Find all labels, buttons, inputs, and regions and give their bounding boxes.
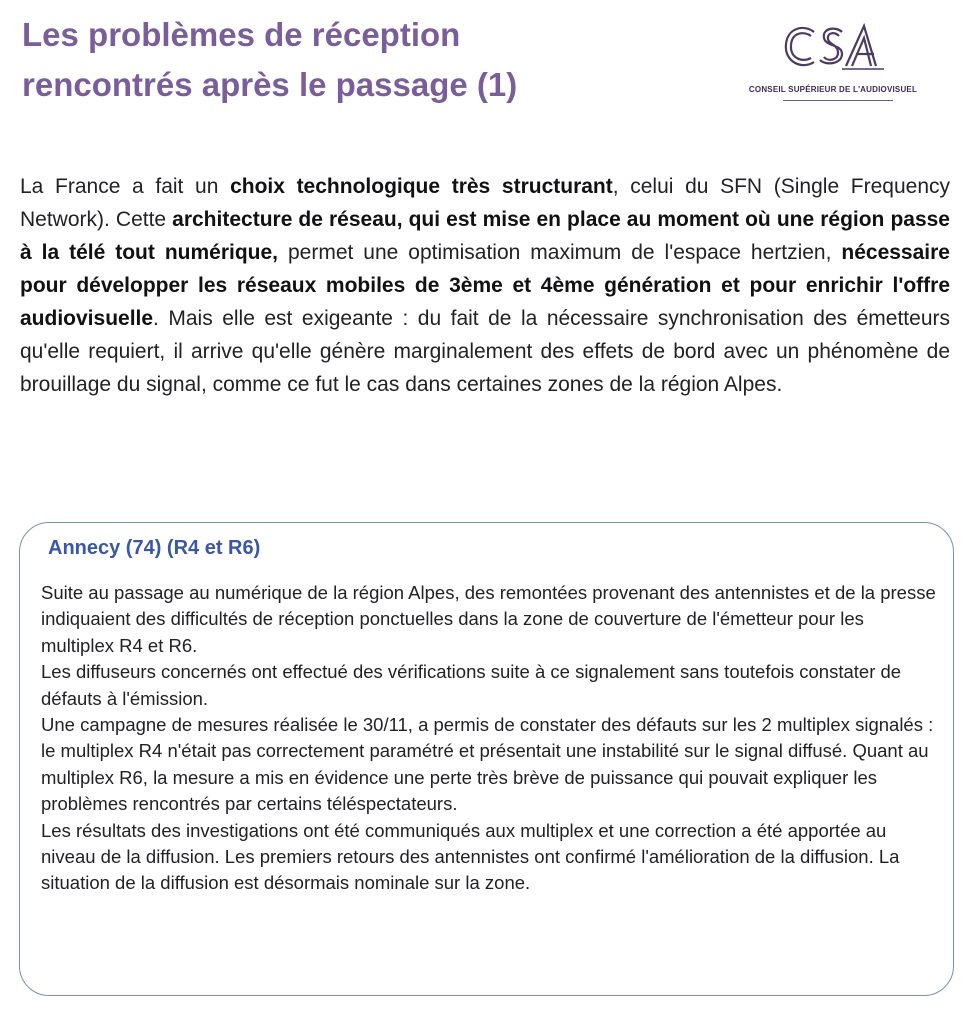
box-paragraph-1: Suite au passage au numérique de la région Alpes, des remontées provenant des antennistes et de la presse indiquaient des difficultés de réception ponctuelles dans la zone de couverture de l'émetteur pour les multiplex R4 et R6.: [41, 582, 936, 656]
page-title-line-1: Les problèmes de réception: [22, 16, 461, 53]
box-body: [41, 580, 936, 897]
csa-logo: [728, 22, 938, 112]
intro-text: . Mais elle est exigeante : du fait de la nécessaire synchronisation des émetteurs qu'elle requiert, il arrive qu'elle génère marginalement des effets de bord avec un phénomène de brouillage du signal, comme ce fut le cas dans certaines zones de la région Alpes.: [20, 307, 950, 396]
page-title: [22, 10, 702, 110]
intro-text: , celui du SFN (Single Frequency Network). Cette: [20, 175, 951, 231]
intro-emphasis: choix technologique très structurant: [230, 175, 613, 198]
intro-paragraph: [20, 170, 950, 401]
box-paragraph-3: Une campagne de mesures réalisée le 30/11, a permis de constater des défauts sur les 2 multiplex signalés : le multiplex R4 n'était pas correctement paramétré et présentait une instabilité sur le signal diffusé. Quant au multiplex R6, la mesure a mis en évidence une perte très brève de puissance qui pouvait expliquer les problèmes rencontrés par certains téléspectateurs.: [41, 714, 934, 815]
box-paragraph-2: Les diffuseurs concernés ont effectué des vérifications suite à ce signalement sans toutefois constater de défauts à l'émission.: [41, 661, 902, 709]
intro-text: permet une optimisation maximum de l'espace hertzien,: [278, 241, 842, 264]
annecy-box: [19, 522, 954, 996]
box-title: Annecy (74) (R4 et R6): [48, 537, 261, 559]
page-title-line-2: rencontrés après le passage (1): [22, 66, 518, 103]
logo-caption: CONSEIL SUPÉRIEUR DE L'AUDIOVISUEL: [748, 85, 918, 94]
box-paragraph-4: Les résultats des investigations ont été communiqués aux multiplex et une correction a été apportée au niveau de la diffusion. Les premiers retours des antennistes ont confirmé l'amélioration de la diffusion. La situation de la diffusion est désormais nominale sur la zone.: [41, 819, 900, 894]
intro-text: La France a fait un: [20, 175, 231, 198]
intro-emphasis: architecture de réseau, qui est mise en place au moment où une région passe à la télé tout numérique,: [20, 208, 950, 264]
logo-divider: [783, 100, 893, 101]
intro-emphasis: nécessaire pour développer les réseaux mobiles de 3ème et 4ème génération et pour enrichir l'offre audiovisuelle: [20, 241, 950, 330]
csa-logo-mark: [780, 22, 890, 80]
